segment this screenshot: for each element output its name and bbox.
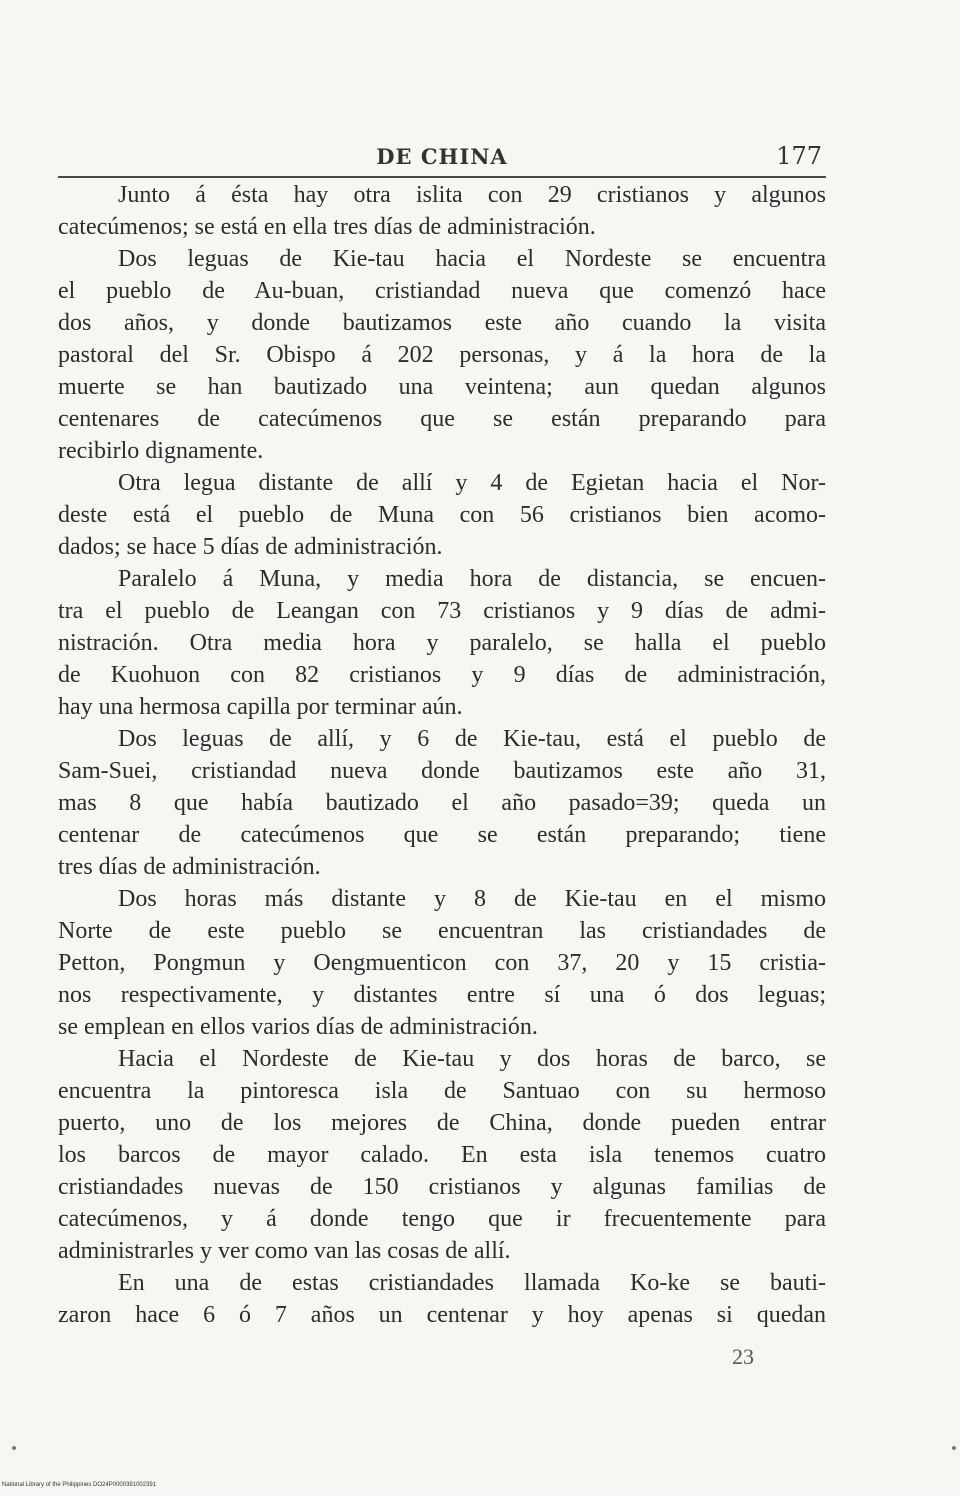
paragraph-3 — [58, 467, 826, 563]
footer-credit: National Library of the Philippines DO24P0000391002391 — [2, 1482, 157, 1488]
text-line: hay una hermosa capilla por terminar aún. — [58, 694, 463, 720]
text-line: encuentra la pintoresca isla de Santuao con su hermoso — [58, 1078, 826, 1104]
running-title: DE CHINA — [376, 144, 508, 169]
text-line: dados; se hace 5 días de administración. — [58, 534, 443, 560]
text-line: tres días de administración. — [58, 854, 321, 880]
paragraph-8 — [58, 1267, 826, 1331]
text-line: tra el pueblo de Leangan con 73 cristianos y 9 días de admi- — [58, 598, 826, 624]
text-line: Dos horas más distante y 8 de Kie-tau en el mismo — [118, 886, 826, 912]
text-line: Norte de este pueblo se encuentran las cristiandades de — [58, 918, 826, 944]
paragraph-1 — [58, 179, 826, 243]
paragraph-6 — [58, 883, 826, 1043]
text-line: Petton, Pongmun y Oengmuenticon con 37, 20 y 15 cristia- — [58, 950, 826, 976]
paragraph-5 — [58, 723, 826, 883]
text-line: Junto á ésta hay otra islita con 29 cristianos y algunos — [118, 182, 826, 208]
text-line: los barcos de mayor calado. En esta isla tenemos cuatro — [58, 1142, 826, 1168]
text-line: mas 8 que había bautizado el año pasado=39; queda un — [58, 790, 826, 816]
signature-mark: 23 — [732, 1344, 754, 1369]
paragraph-7 — [58, 1043, 826, 1267]
paragraph-2 — [58, 243, 826, 467]
scan-speck — [12, 1446, 16, 1450]
text-line: el pueblo de Au-buan, cristiandad nueva que comenzó hace — [58, 278, 826, 304]
paragraph-4 — [58, 563, 826, 723]
scan-speck — [952, 1446, 956, 1450]
text-line: administrarles y ver como van las cosas de allí. — [58, 1238, 511, 1264]
header-rule — [58, 176, 826, 178]
text-line: catecúmenos, y á donde tengo que ir frecuentemente para — [58, 1206, 826, 1232]
text-line: puerto, uno de los mejores de China, donde pueden entrar — [58, 1110, 826, 1136]
text-line: Sam-Suei, cristiandad nueva donde bautizamos este año 31, — [58, 758, 826, 784]
text-line: cristiandades nuevas de 150 cristianos y algunas familias de — [58, 1174, 826, 1200]
text-line: muerte se han bautizado una veintena; aun quedan algunos — [58, 374, 826, 400]
text-line: de Kuohuon con 82 cristianos y 9 días de administración, — [58, 662, 826, 688]
text-line: pastoral del Sr. Obispo á 202 personas, y á la hora de la — [58, 342, 826, 368]
text-line: deste está el pueblo de Muna con 56 cristianos bien acomo- — [58, 502, 826, 528]
text-line: En una de estas cristiandades llamada Ko-ke se bauti- — [118, 1270, 826, 1296]
body-text — [58, 179, 826, 1331]
text-line: Hacia el Nordeste de Kie-tau y dos horas de barco, se — [118, 1046, 826, 1072]
text-line: Otra legua distante de allí y 4 de Egietan hacia el Nor- — [118, 470, 826, 496]
text-line: catecúmenos; se está en ella tres días de administración. — [58, 214, 596, 240]
running-head — [58, 140, 826, 176]
text-line: dos años, y donde bautizamos este año cuando la visita — [58, 310, 826, 336]
text-line: zaron hace 6 ó 7 años un centenar y hoy apenas si quedan — [58, 1302, 826, 1328]
text-line: centenares de catecúmenos que se están preparando para — [58, 406, 826, 432]
text-line: centenar de catecúmenos que se están preparando; tiene — [58, 822, 826, 848]
text-line: Dos leguas de Kie-tau hacia el Nordeste se encuentra — [118, 246, 826, 272]
text-line: Paralelo á Muna, y media hora de distancia, se encuen- — [118, 566, 826, 592]
text-line: recibirlo dignamente. — [58, 438, 264, 464]
text-line: nistración. Otra media hora y paralelo, se halla el pueblo — [58, 630, 826, 656]
text-line: nos respectivamente, y distantes entre sí una ó dos leguas; — [58, 982, 826, 1008]
text-line: Dos leguas de allí, y 6 de Kie-tau, está el pueblo de — [118, 726, 826, 752]
text-line: se emplean en ellos varios días de administración. — [58, 1014, 538, 1040]
page-number: 177 — [776, 142, 822, 170]
